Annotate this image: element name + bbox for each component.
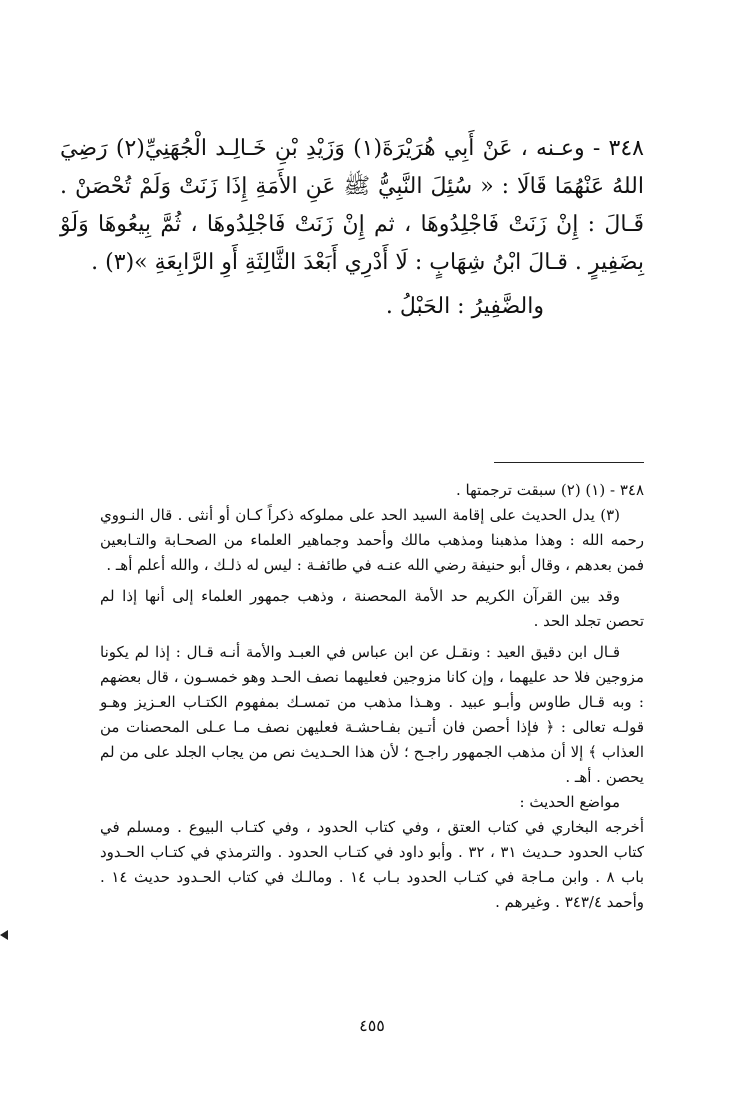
definition-line: والضَّفِيرُ : الحَبْلُ . bbox=[385, 294, 544, 319]
page-number: ٤٥٥ bbox=[359, 1016, 385, 1035]
hadith-paragraph: ٣٤٨ - وعـنه ، عَنْ أَبِي هُرَيْرَةَ(١) وَزَيْدِ بْنِ خَـالِـد الْجُهَنِيِّ(٢) رَضِيَ اللهُ عَنْهُمَا قَالَا : « سُئِلَ النَّبِيُّ ﷺ عَنِ الأَمَةِ إِذَا زَنَتْ وَلَمْ تُحْصَنْ . قَـالَ : إِنْ زَنَتْ فَاجْلِدُوهَا ، ثم إِنْ زَنَتْ فَاجْلِدُوهَا ، ثُمَّ بِيعُوهَا وَلَوْ بِضَفِيرٍ . قـالَ ابْنُ شِهَابٍ : لَا أَدْرِي أَبَعْدَ الثَّالِثَةِ أَوِ الرَّابِعَةِ »(٣) . bbox=[60, 136, 644, 275]
footnotes-block bbox=[100, 478, 644, 915]
footnote-1: ٣٤٨ - (١) (٢) سبقت ترجمتها . bbox=[456, 481, 644, 499]
footnote-3-commentary: قـال ابن دقيق العيد : ونقـل عن ابن عباس في العبـد والأمة أنـه قـال : إذا لم يكونا مزوجين فلا حد عليهما ، وإن كانا مزوجين فعليهما نصف الحـد وهو خمسـون ، قال بعضهم : وبه قـال طاوس وأبـو عبيد . وهـذا مذهب من تمسـك بمفهوم الكتـاب العـزيز وهـو قولـه تعالى : ﴿ فإذا أحصن فان أتـين بفـاحشـة فعليهن نصف مـا عـلى المحصنات من العذاب ﴾ إلا أن مذهب الجمهور راجـح ؛ لأن هذا الحـديث نص من يجاب الجلد على من لم يحصن . أهـ . bbox=[100, 643, 644, 786]
edge-arrow-icon bbox=[0, 930, 8, 940]
footnote-3-continued: وقد بين القرآن الكريم حد الأمة المحصنة ، وذهب جمهور العلماء إلى أنها إذا لم تحصن تجلد الحد . bbox=[100, 587, 644, 630]
footnote-separator bbox=[494, 462, 644, 463]
main-text-block bbox=[60, 130, 644, 326]
footnote-3: (٣) يدل الحديث على إقامة السيد الحد على مملوكه ذكراً كـان أو أنثى . قال النـووي رحمه الله : وهذا مذهبنا ومذهب مالك وأحمد وجماهير العلماء من الصحـابة والتـابعين فمن بعدهم ، وقال أبو حنيفة رضي الله عنـه في طائفـة : ليس له ذلـك ، والله أعلم أهـ . bbox=[100, 506, 644, 574]
hadith-locations-heading: مواضع الحديث : bbox=[519, 793, 620, 811]
hadith-locations: أخرجه البخاري في كتاب العتق ، وفي كتاب الحدود ، وفي كتـاب البيوع . ومسلم في كتاب الحدود حـديث ٣١ ، ٣٢ . وأبو داود في كتـاب الحدود . والترمذي في كتـاب الحـدود باب ٨ . وابن مـاجة في كتـاب الحدود بـاب ١٤ . ومالـك في كتاب الحـدود حديث ١٤ . وأحمد ٣٤٣/٤ . وغيرهم . bbox=[100, 818, 644, 911]
